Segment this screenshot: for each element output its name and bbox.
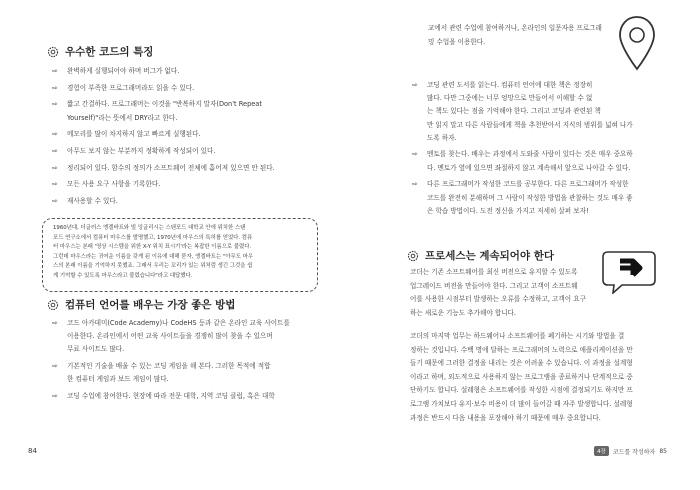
list-item	[52, 318, 327, 330]
paragraph-line: 교에서 관련 수업에 참여하거나, 온라인의 일문자용 프로그래	[428, 24, 602, 32]
list-item-text: 기본적인 기술을 배울 수 있는 코딩 게임을 해 본다. 그러한 목적에 적합	[67, 362, 271, 371]
page-number-left: 84	[28, 447, 37, 455]
list-item-text: 메모리를 많이 차지하지 않고 빠르게 실행된다.	[67, 130, 201, 139]
arrow-bullet-icon: ⇨	[52, 146, 58, 155]
arrow-bullet-icon: ⇨	[52, 100, 58, 109]
gear-icon	[406, 249, 420, 263]
paragraph-line: 로그램 가치보다 유지·보수 비용이 더 많이 들어갈 때 자주 발생합니다. 설레형	[410, 399, 633, 408]
list-item-text: 코드를 완전히 분해하며 그 사람이 작성한 방법을 관찰하는 것도 매우 좋	[427, 193, 633, 202]
arrow-bullet-icon: ⇨	[412, 180, 418, 189]
paragraph-line: 코더의 마지막 업무는 하드웨어나 소프트웨어를 폐기하는 시기와 방법을 결	[410, 332, 625, 340]
list-item-text: 한 컴퓨터 게임과 보드 게임이 많다.	[67, 375, 169, 384]
section-heading-code-features	[46, 44, 153, 59]
list-item	[412, 120, 684, 132]
chapter-title: 코드를 작성하자	[612, 448, 656, 456]
list-item-text: Yourself)"라는 뜻에서 DRY라고 한다.	[67, 113, 178, 122]
list-item-text: 다른 프로그래머가 작성한 코드를 공부한다. 다른 프로그래머가 작성한	[427, 180, 629, 189]
map-pin-icon	[618, 15, 656, 73]
list-item-text: 이용한다. 온라인에서 어떤 교육 사이트들을 경쟁히 많이 찾을 수 있으며	[67, 332, 273, 341]
list-item	[52, 179, 322, 191]
list-item-text: 코딩 수업에 참여한다. 현장에 따라 전문 대학, 지역 코딩 클럽, 혹은 대학	[67, 391, 275, 400]
feature-list	[52, 66, 322, 213]
list-item-text: 무료 사이트도 많다.	[67, 345, 125, 354]
page-footer	[594, 446, 667, 456]
list-item	[52, 331, 327, 343]
list-item	[412, 149, 684, 161]
paragraph-line: 하는 새로운 기능도 추가해야 합니다.	[410, 308, 517, 317]
list-item	[52, 391, 327, 403]
list-item-text: 정리되어 있다. 함수의 정의가 소프트웨어 전체에 흩어져 있으면 안 된다.	[67, 163, 275, 172]
arrow-bullet-icon: ⇨	[52, 163, 58, 172]
list-item-text: 아무도 보지 않는 부분까지 정확하게 작성되어 있다.	[67, 146, 216, 155]
list-item	[52, 99, 322, 111]
box-line: 스의 본래 이름을 기억하지 못했죠. 그래서 우리는 꼬리가 있는 위처럼 생긴 그것을 쉽	[53, 263, 253, 270]
list-item	[52, 374, 327, 386]
section-heading-learning	[46, 297, 235, 312]
list-item-text: 짧고 간결하다. 프로그래머는 이것을 "반복하지 말자(Don't Repeat	[67, 100, 262, 109]
list-item-text: 많다. 다만 그중에는 너무 엉망으로 만들어서 이해할 수 없	[427, 94, 593, 103]
page-number-right: 85	[659, 447, 667, 455]
paragraph-line: 단하기도 합니다. 설레형은 소프트웨어를 작성한 시점에 결정되기도 하지만 프	[410, 386, 633, 395]
list-item-text: 도록 하자.	[427, 133, 457, 142]
section-title: 컴퓨터 언어를 배우는 가장 좋은 방법	[65, 299, 236, 311]
list-item	[412, 106, 684, 118]
paragraph-line: 코더는 기존 소프트웨어를 최신 버전으로 유지할 수 있도록	[410, 268, 578, 276]
list-item	[412, 193, 684, 205]
gear-icon	[46, 298, 60, 312]
mouse-history-box	[42, 218, 318, 292]
arrow-bullet-icon: ⇨	[52, 130, 58, 139]
list-item	[52, 129, 322, 141]
arrow-bullet-icon: ⇨	[52, 319, 58, 327]
list-item-text: 코딩 관련 도서를 읽는다. 컴퓨터 언어에 대한 책은 정장히	[427, 81, 593, 89]
list-item	[412, 163, 684, 175]
right-page	[350, 0, 700, 490]
paragraph-line: 밍 수업을 이용한다.	[428, 37, 486, 46]
box-line: 그런데 마우스라는 귀여운 이름을 갖게 된 이유에 대해 묻자, 엥겔바트는 "아무도 마우	[53, 253, 254, 260]
box-line: 포드 연구소에서 컴퓨터 마우스를 발명했고, 1970년에 마우스의 특허를 얻었다. 컴퓨	[53, 234, 253, 241]
list-item	[52, 66, 322, 78]
list-item	[412, 179, 684, 191]
resource-list	[412, 80, 684, 222]
list-item	[412, 133, 684, 145]
arrow-bullet-icon: ⇨	[52, 362, 58, 371]
gear-icon	[46, 45, 60, 59]
box-line: 터 마우스는 본래 '영상 시스템을 위한 X-Y 위치 표시기'라는 복잡한 이름으로 불렸다.	[53, 244, 252, 251]
paragraph-line: 들기 때문에 그러한 결정을 내리는 것은 어려울 수 있습니다. 이 과정을 설계형	[410, 359, 633, 368]
list-item-text: 모든 사용 요구 사항을 기록한다.	[67, 180, 161, 189]
paragraph-line: 과정은 반드시 다음 내용을 포장해야 하기 때문에 매우 중요합니다.	[410, 413, 601, 422]
arrow-bullet-icon: ⇨	[52, 67, 58, 75]
list-item	[52, 344, 327, 356]
arrow-bullet-icon: ⇨	[52, 83, 58, 92]
chapter-badge: 4장	[594, 446, 609, 456]
list-item	[52, 163, 322, 175]
list-item	[52, 146, 322, 158]
list-item-text: 다. 멘토가 옆에 있으면 좌절하지 않고 계속해서 앞으로 나아갈 수 있다.	[427, 163, 631, 172]
list-item	[412, 206, 684, 218]
list-item-text: 완벽하게 실행되어야 하며 버그가 없다.	[67, 67, 180, 75]
section-title: 우수한 코드의 특징	[65, 46, 154, 58]
list-item-text: 만 읽지 말고 다른 사람들에게 책을 추천받아서 지식의 범위를 넓혀 나가	[427, 120, 633, 129]
box-line: 1960년대, 더글러스 엥겔바트와 빌 잉글리시는 스탠포드 대학교 안에 위치한 스탠	[53, 225, 246, 231]
list-item	[412, 93, 684, 105]
arrow-bullet-icon: ⇨	[412, 81, 418, 89]
top-paragraph	[428, 22, 618, 49]
list-item-text: 재사용할 수 있다.	[67, 197, 118, 205]
arrow-bullet-icon: ⇨	[52, 391, 58, 400]
list-item	[52, 113, 322, 125]
box-line: 게 기억할 수 있도록 마우스라고 불렀습니다"라고 대답했다.	[53, 272, 193, 279]
list-item-text: 경험이 부족한 프로그래머라도 읽을 수 있다.	[67, 83, 195, 92]
learning-list	[52, 318, 327, 408]
list-item-text: 코드 아카데미(Code Academy)나 CodeHS 등과 같은 온라인 교육 사이트를	[67, 319, 290, 327]
list-item	[52, 361, 327, 373]
speech-bubble-arrow-icon	[600, 248, 658, 294]
arrow-bullet-icon: ⇨	[52, 180, 58, 189]
list-item	[52, 83, 322, 95]
arrow-bullet-icon: ⇨	[412, 150, 418, 159]
list-item	[412, 80, 684, 92]
list-item-text: 멘토를 찾는다. 배우는 과정에서 도와줄 사람이 있다는 것은 매우 중요하	[427, 150, 633, 159]
list-item-text: 은 학습 방법이다. 도전 정신을 가지고 저세히 살펴 보자!	[427, 206, 589, 215]
paragraph-line: 정하는 것입니다. 수백 명에 달하는 프로그래머의 노력으로 애플리케이션을 만	[410, 345, 633, 354]
section-heading-process	[406, 248, 554, 263]
process-paragraph-2	[410, 330, 685, 425]
paragraph-line: 어를 사용한 시점부터 발생하는 오류를 수정하고, 고객이 요구	[410, 295, 587, 304]
paragraph-line: 업그레이드 버전을 만들어야 한다. 그리고 고객이 소프트웨	[410, 281, 578, 290]
process-paragraph-1	[410, 266, 600, 320]
list-item-text: 는 책도 있다는 점을 기억해야 한다. 그리고 코딩과 관련된 책	[427, 107, 601, 116]
arrow-bullet-icon: ⇨	[52, 197, 58, 205]
section-title: 프로세스는 계속되어야 한다	[425, 250, 555, 262]
paragraph-line: 이라고 하며, 외도적으로 사용하지 않는 프로그램을 종료하거나 단계적으로 중	[410, 372, 633, 381]
list-item	[52, 196, 322, 208]
